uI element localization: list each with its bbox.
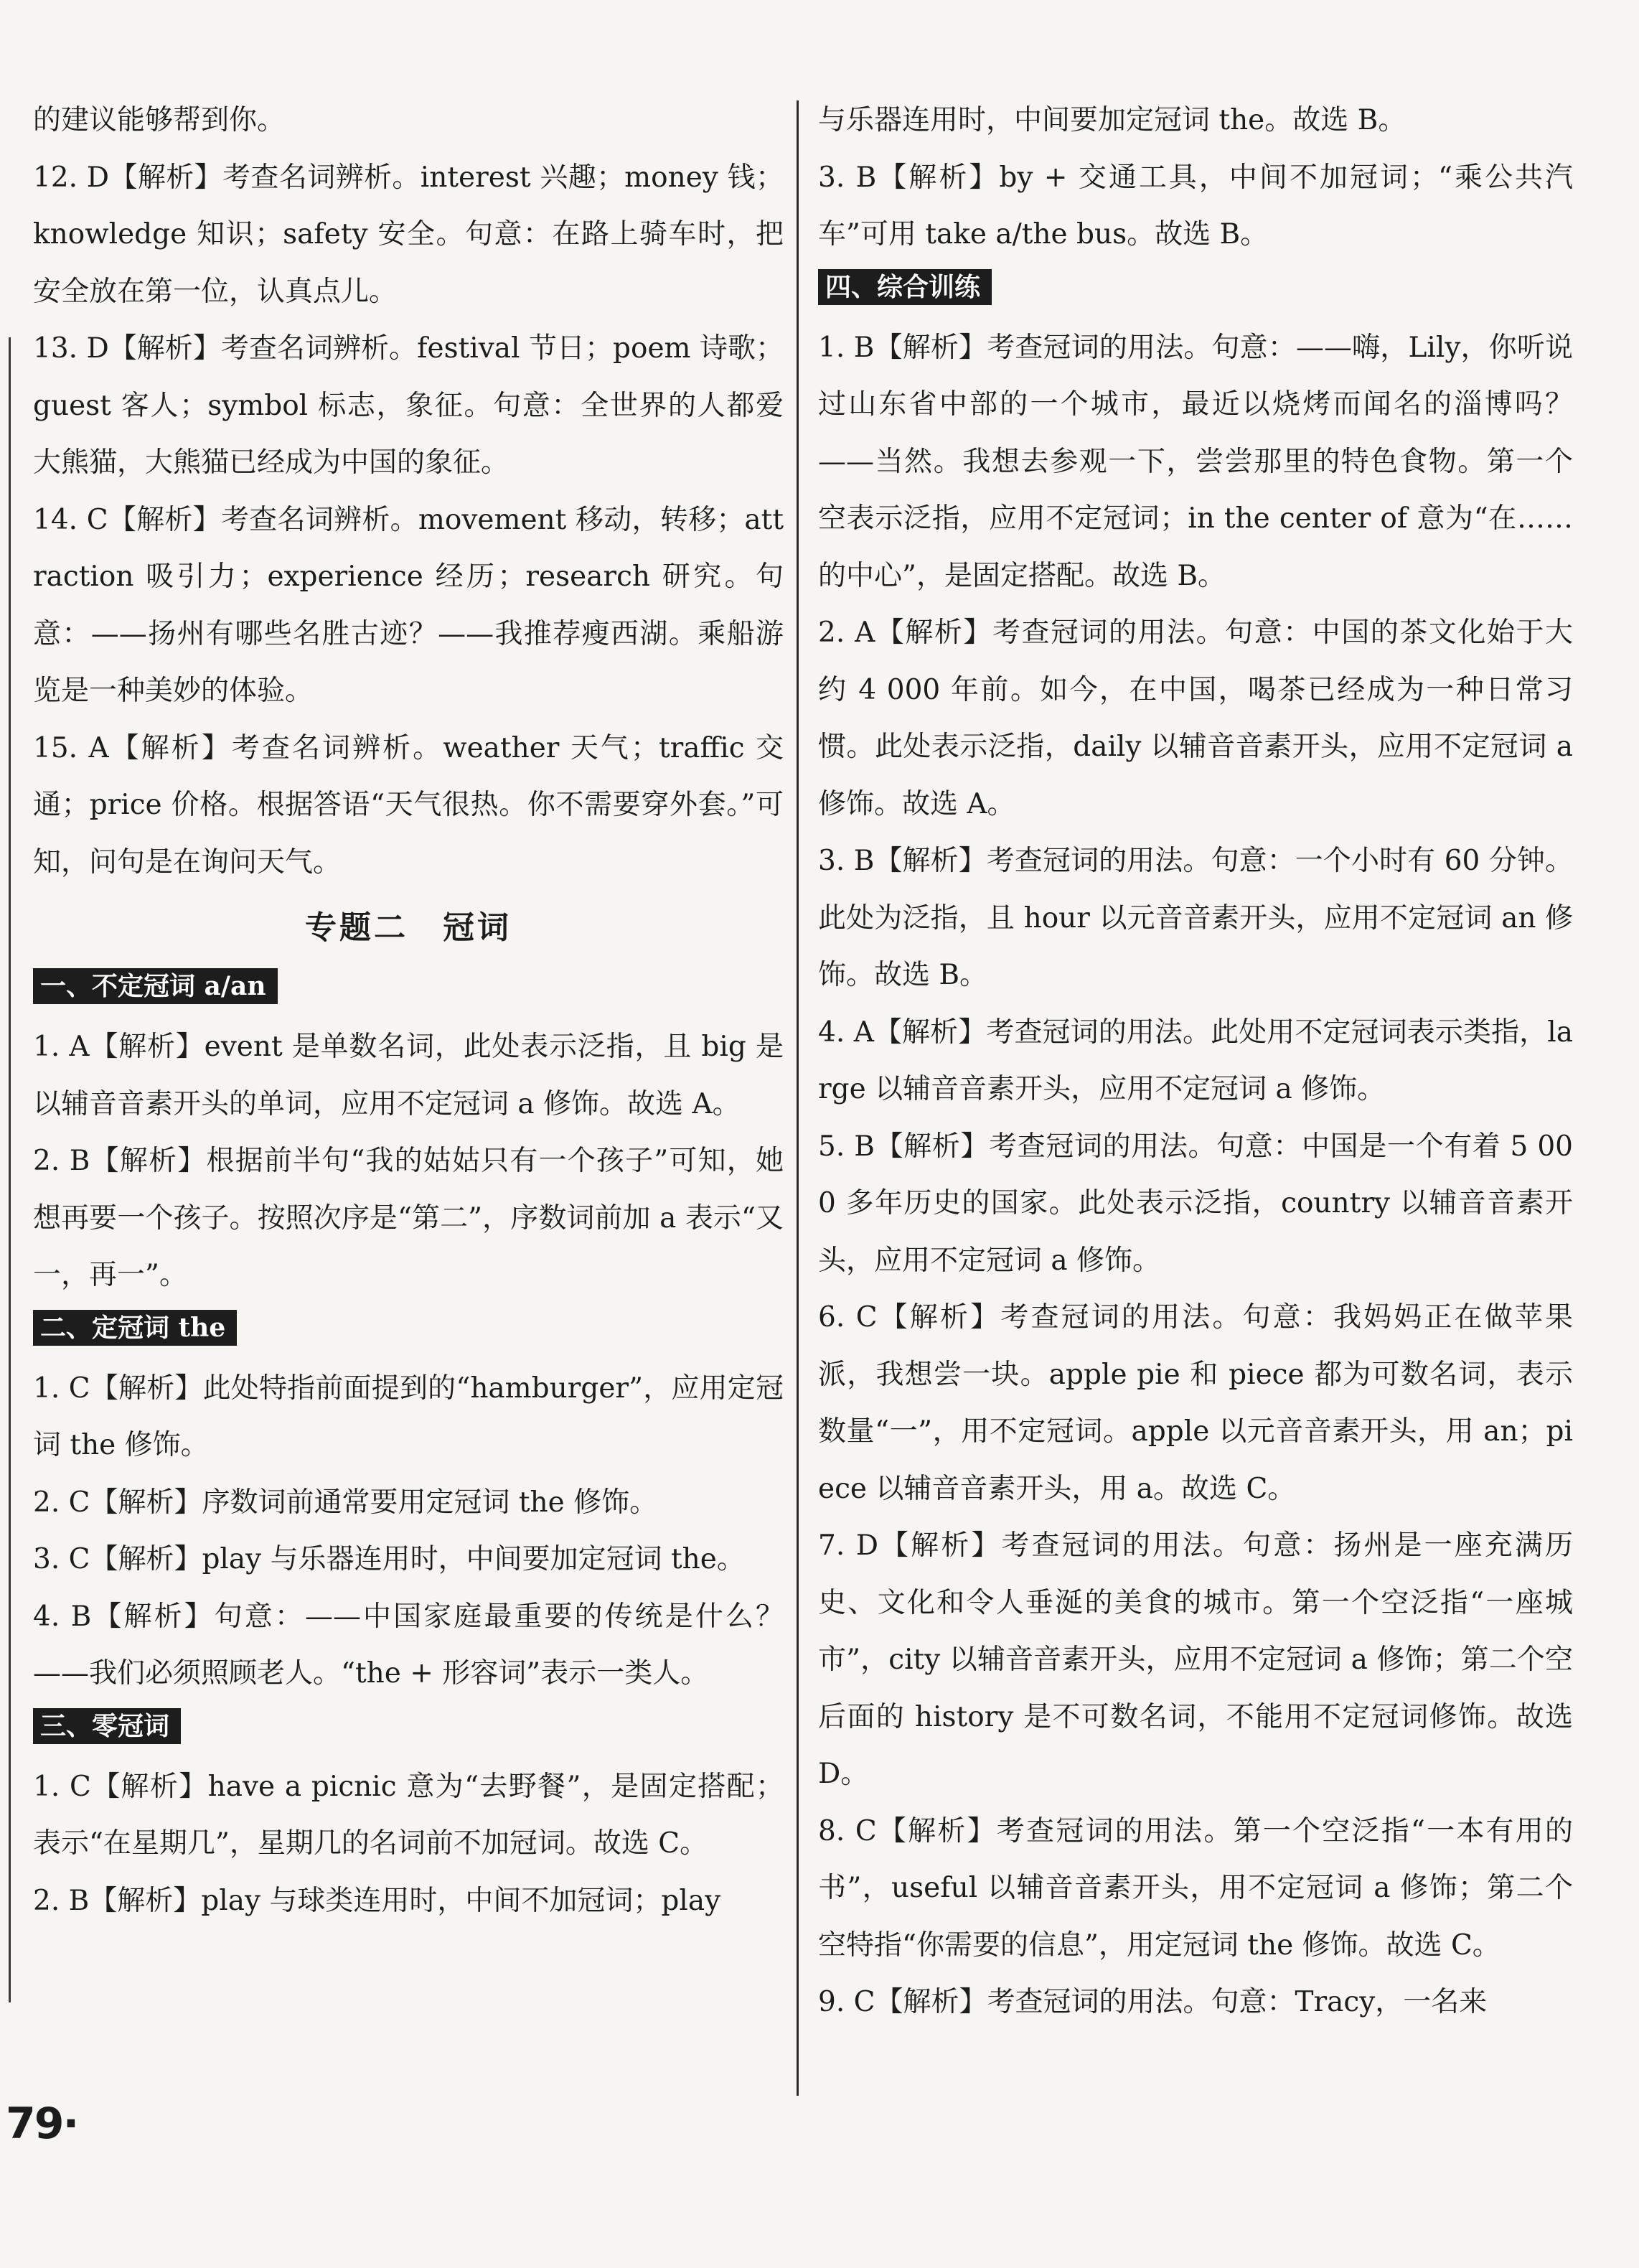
- answer-item: 9. C【解析】考查冠词的用法。句意：Tracy，一名来: [818, 1986, 1488, 2018]
- answer-item: 14. C【解析】考查名词辨析。movement 移动，转移；attraction 吸引力；experience 经历；research 研究。句意：——扬州有哪些名胜古迹？——我推荐瘦西湖。乘船游览是一种美妙的体验。: [33, 503, 784, 707]
- answer-item: 3. B【解析】考查冠词的用法。句意：一个小时有 60 分钟。此处为泛指，且 hour 以元音音素开头，应用不定冠词 an 修饰。故选 B。: [818, 845, 1573, 991]
- section-header: [33, 1708, 784, 1751]
- answer-item: 2. B【解析】根据前半句“我的姑姑只有一个孩子”可知，她想再要一个孩子。按照次序是“第二”，序数词前加 a 表示“又一，再一”。: [33, 1145, 784, 1291]
- section-header-label: 一、不定冠词 a/an: [33, 968, 278, 1004]
- answer-item: 8. C【解析】考查冠词的用法。第一个空泛指“一本有用的书”，useful 以辅音音素开头，用不定冠词 a 修饰；第二个空特指“你需要的信息”，用定冠词 the 修饰。故选 C。: [818, 1814, 1573, 1962]
- right-column: [818, 92, 1573, 2031]
- paragraph: 的建议能够帮到你。: [33, 104, 286, 136]
- answer-item: 2. A【解析】考查冠词的用法。句意：中国的茶文化始于大约 4 000 年前。如今，在中国，喝茶已经成为一种日常习惯。此处表示泛指，daily 以辅音音素开头，应用不定冠词 a 修饰。故选 A。: [818, 617, 1573, 820]
- section-header-label: 三、零冠词: [33, 1708, 181, 1744]
- paragraph: 与乐器连用时，中间要加定冠词 the。故选 B。: [818, 104, 1406, 136]
- answer-item: 3. B【解析】by + 交通工具，中间不加冠词；“乘公共汽车”可用 take a/the bus。故选 B。: [818, 161, 1573, 250]
- page-number: 79·: [6, 2099, 78, 2149]
- answer-item: 2. C【解析】序数词前通常要用定冠词 the 修饰。: [33, 1486, 658, 1519]
- answer-item: 6. C【解析】考查冠词的用法。句意：我妈妈正在做苹果派，我想尝一块。apple pie 和 piece 都为可数名词，表示数量“一”，用不定冠词。apple 以元音音素开头，用 an；piece 以辅音音素开头，用 a。故选 C。: [818, 1301, 1573, 1505]
- answer-item: 4. A【解析】考查冠词的用法。此处用不定冠词表示类指，large 以辅音音素开头，应用不定冠词 a 修饰。: [818, 1016, 1573, 1105]
- topic-title: 专题二 冠词: [305, 909, 512, 946]
- section-header: [818, 269, 1573, 312]
- section-header-label: 四、综合训练: [818, 269, 992, 305]
- section-header: [33, 1310, 784, 1353]
- answer-item: 2. B【解析】play 与球类连用时，中间不加冠词；play: [33, 1884, 721, 1917]
- answer-item: 1. B【解析】考查冠词的用法。句意：——嗨，Lily，你听说过山东省中部的一个城市，最近以烧烤而闻名的淄博吗？——当然。我想去参观一下，尝尝那里的特色食物。第一个空表示泛指，应用不定冠词；in the center of 意为“在……的中心”，是固定搭配。故选 B。: [818, 331, 1573, 592]
- answer-item: 1. C【解析】此处特指前面提到的“hamburger”，应用定冠词 the 修饰。: [33, 1372, 784, 1461]
- answer-item: 4. B【解析】句意：——中国家庭最重要的传统是什么？——我们必须照顾老人。“the + 形容词”表示一类人。: [33, 1600, 784, 1690]
- margin-rule: [9, 337, 11, 2002]
- answer-item: 7. D【解析】考查冠词的用法。句意：扬州是一座充满历史、文化和令人垂涎的美食的城市。第一个空泛指“一座城市”，city 以辅音音素开头，应用不定冠词 a 修饰；第二个空后面的 history 是不可数名词，不能用不定冠词修饰。故选 D。: [818, 1529, 1573, 1790]
- section-header-label: 二、定冠词 the: [33, 1310, 237, 1346]
- answer-item: 1. A【解析】event 是单数名词，此处表示泛指，且 big 是以辅音音素开头的单词，应用不定冠词 a 修饰。故选 A。: [33, 1031, 784, 1120]
- section-header: [33, 968, 784, 1011]
- answer-item: 5. B【解析】考查冠词的用法。句意：中国是一个有着 5 000 多年历史的国家。此处表示泛指，country 以辅音音素开头，应用不定冠词 a 修饰。: [818, 1130, 1573, 1277]
- answer-item: 12. D【解析】考查名词辨析。interest 兴趣；money 钱；knowledge 知识；safety 安全。句意：在路上骑车时，把安全放在第一位，认真点儿。: [33, 161, 784, 308]
- answer-item: 13. D【解析】考查名词辨析。festival 节日；poem 诗歌；guest 客人；symbol 标志，象征。句意：全世界的人都爱大熊猫，大熊猫已经成为中国的象征。: [33, 332, 784, 479]
- left-column: [33, 92, 784, 1929]
- column-divider: [797, 100, 799, 2096]
- answer-item: 1. C【解析】have a picnic 意为“去野餐”，是固定搭配；表示“在星期几”，星期几的名词前不加冠词。故选 C。: [33, 1770, 784, 1860]
- answer-item: 15. A【解析】考查名词辨析。weather 天气；traffic 交通；price 价格。根据答语“天气很热。你不需要穿外套。”可知，问句是在询问天气。: [33, 731, 784, 878]
- answer-item: 3. C【解析】play 与乐器连用时，中间要加定冠词 the。: [33, 1543, 745, 1575]
